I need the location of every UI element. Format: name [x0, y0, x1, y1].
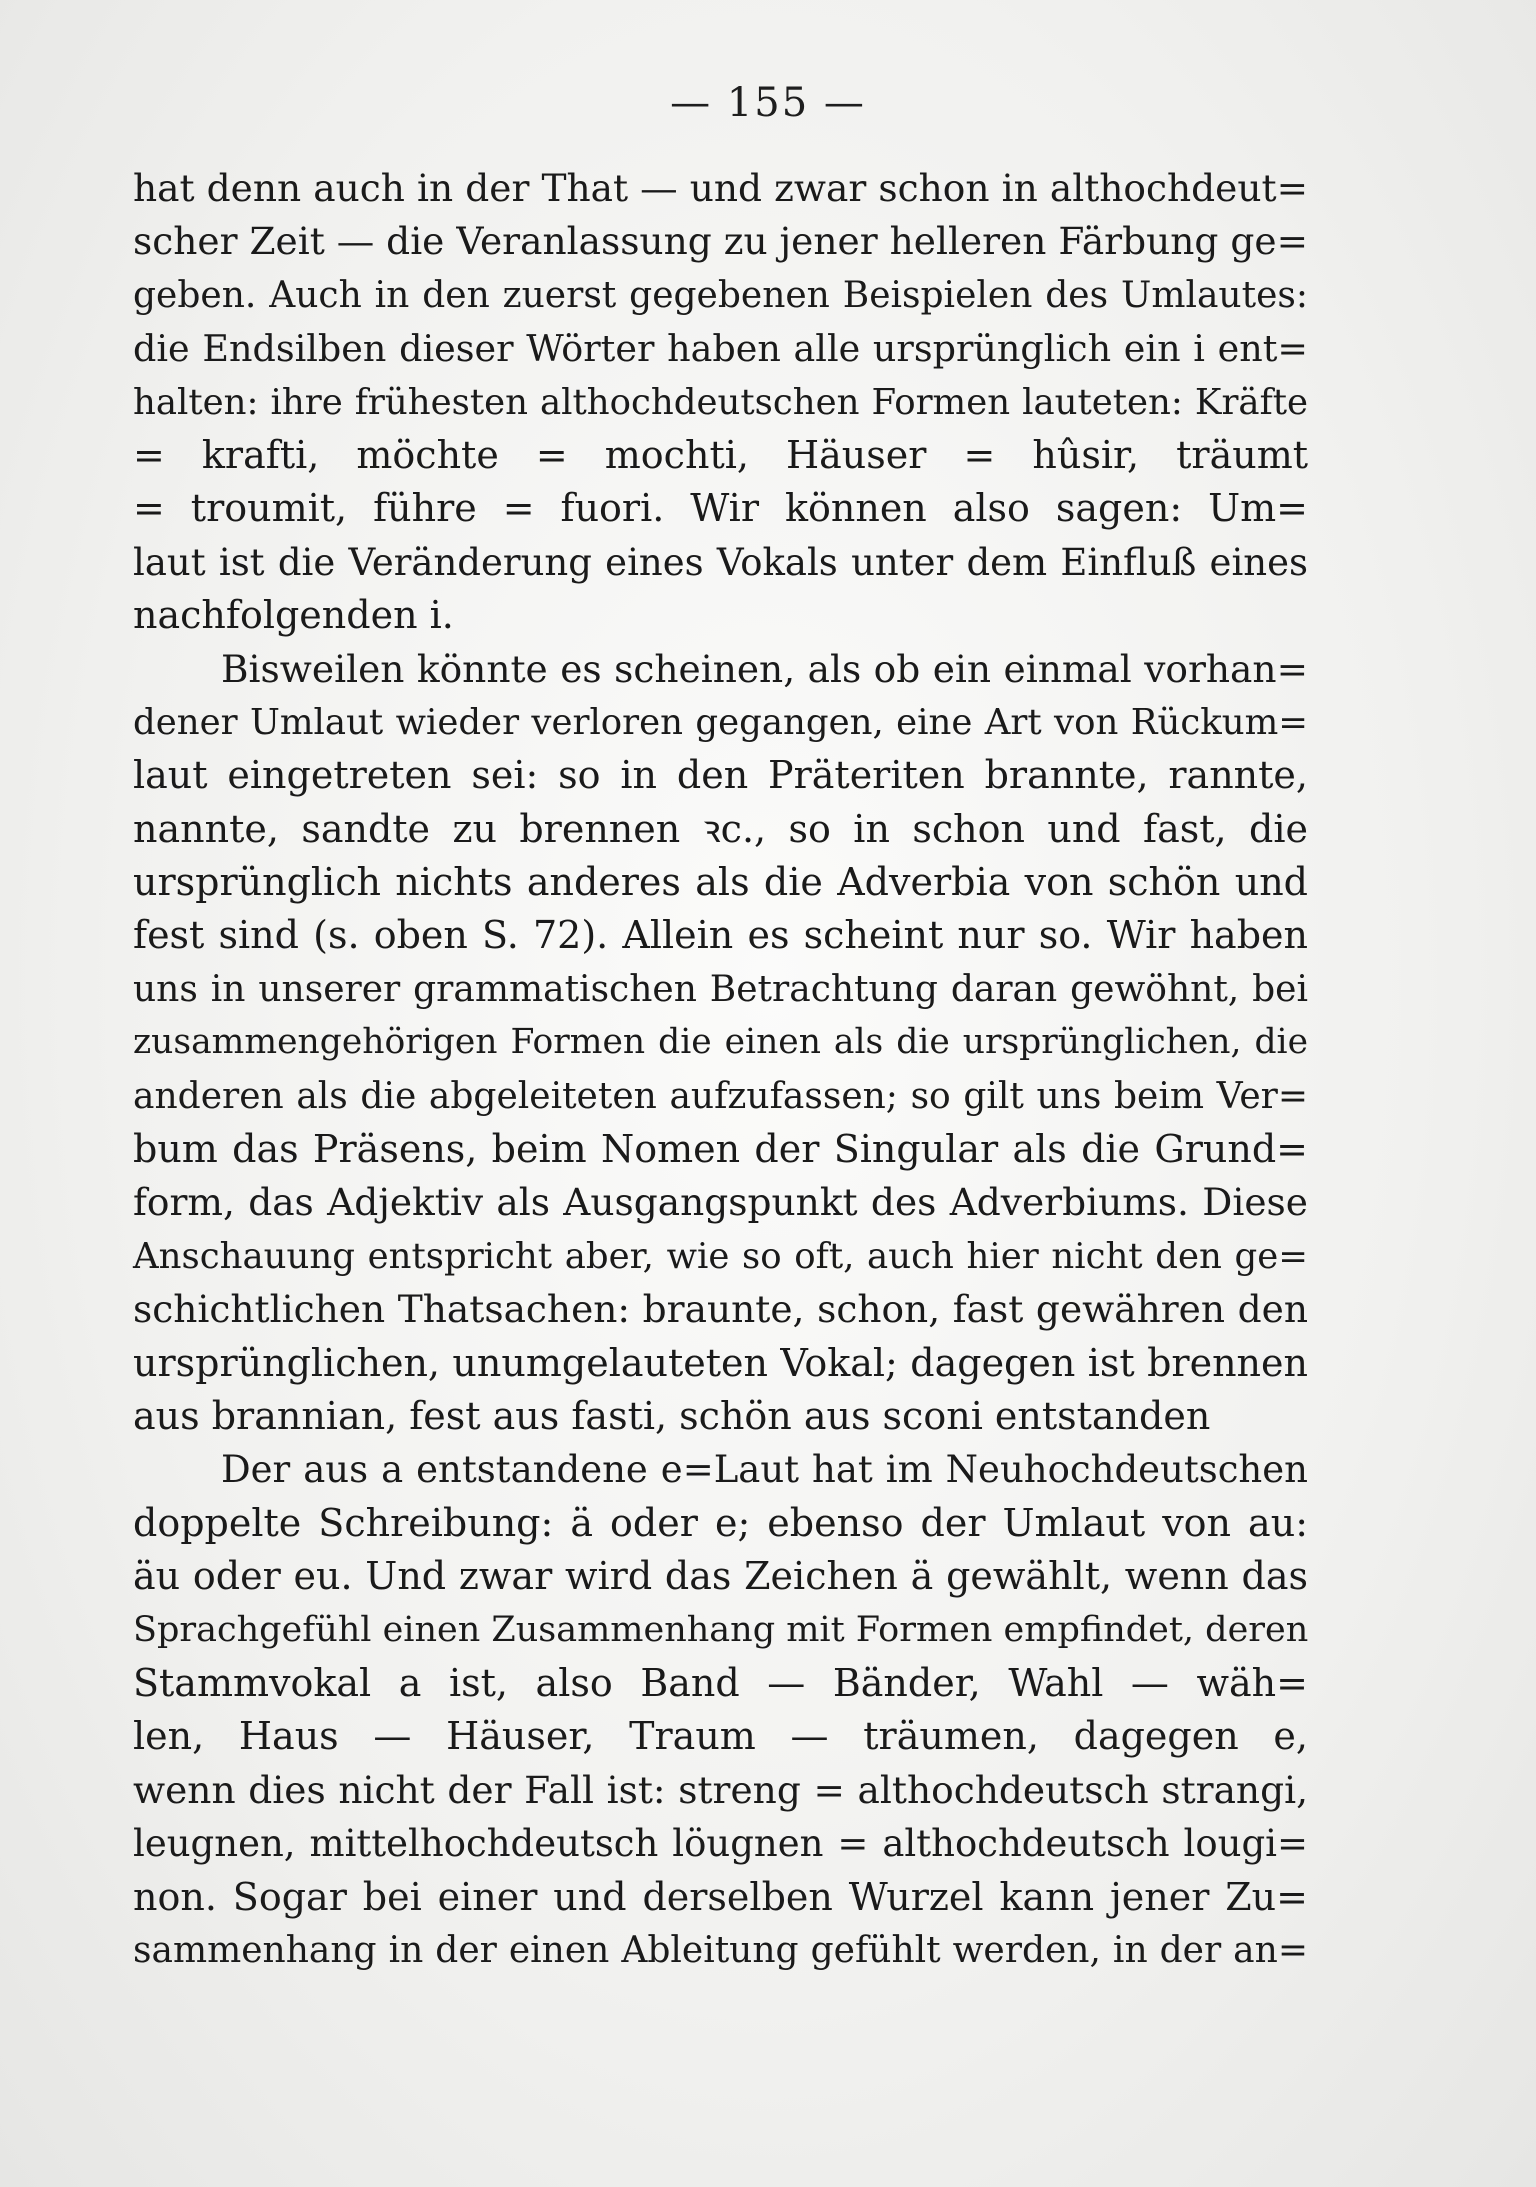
text-line: bum das Präsens, beim Nomen der Singular als die Grund= [133, 1127, 1308, 1172]
text-line: schichtlichen Thatsachen: braunte, schon, fast gewähren den [133, 1287, 1308, 1332]
text-line: = troumit, führe = fuori. Wir können also sagen: Um= [133, 486, 1308, 531]
text-line: scher Zeit — die Veranlassung zu jener helleren Färbung ge= [133, 219, 1308, 264]
text-line: dener Umlaut wieder verloren gegangen, eine Art von Rückum= [133, 701, 1308, 743]
text-line: die Endsilben dieser Wörter haben alle ursprünglich ein i ent= [133, 327, 1308, 371]
text-line: = krafti, möchte = mochti, Häuser = hûsir, träumt [133, 432, 1308, 477]
text-line: sammenhang in der einen Ableitung gefühlt werden, in der an= [133, 1929, 1308, 1971]
text-line: Stammvokal a ist, also Band — Bänder, Wahl — wäh= [133, 1660, 1308, 1705]
text-line: doppelte Schreibung: ä oder e; ebenso der Umlaut von au: [133, 1500, 1308, 1545]
text-line: nachfolgenden i. [133, 593, 454, 638]
text-line: leugnen, mittelhochdeutsch löugnen = althochdeutsch lougi= [133, 1822, 1308, 1866]
text-line: hat denn auch in der That — und zwar schon in althochdeut= [133, 166, 1308, 210]
text-line: ursprünglich nichts anderes als die Adverbia von schön und [133, 860, 1308, 905]
text-line: form, das Adjektiv als Ausgangspunkt des Adverbiums. Diese [133, 1180, 1308, 1225]
text-line: Sprachgefühl einen Zusammenhang mit Formen empfindet, deren [133, 1609, 1309, 1650]
text-line: laut eingetreten sei: so in den Präteriten brannte, rannte, [133, 753, 1308, 798]
text-line: anderen als die abgeleiteten aufzufassen; so gilt uns beim Ver= [133, 1075, 1308, 1117]
text-line: uns in unserer grammatischen Betrachtung daran gewöhnt, bei [133, 968, 1308, 1010]
text-line: len, Haus — Häuser, Traum — träumen, dagegen e, [133, 1714, 1308, 1759]
text-line: Anschauung entspricht aber, wie so oft, auch hier nicht den ge= [133, 1235, 1308, 1277]
text-line: halten: ihre frühesten althochdeutschen Formen lauteten: Kräfte [133, 381, 1308, 423]
text-line: zusammengehörigen Formen die einen als die ursprünglichen, die [133, 1022, 1308, 1063]
body-text [133, 162, 1308, 1977]
text-line: Der aus a entstandene e=Laut hat im Neuhochdeutschen [221, 1448, 1308, 1492]
text-line: geben. Auch in den zuerst gegebenen Beispielen des Umlautes: [133, 274, 1308, 316]
text-line: fest sind (s. oben S. 72). Allein es scheint nur so. Wir haben [133, 913, 1308, 958]
text-line: non. Sogar bei einer und derselben Wurzel kann jener Zu= [133, 1874, 1308, 1919]
text-line: ursprünglichen, unumgelauteten Vokal; dagegen ist brennen [133, 1340, 1308, 1385]
text-line: wenn dies nicht der Fall ist: streng = althochdeutsch strangi, [133, 1767, 1308, 1812]
text-line: äu oder eu. Und zwar wird das Zeichen ä gewählt, wenn das [133, 1554, 1308, 1599]
text-line: nannte, sandte zu brennen ꝛc., so in schon und fast, die [133, 806, 1308, 851]
text-line: aus brannian, fest aus fasti, schön aus sconi entstanden [133, 1393, 1211, 1438]
text-line: laut ist die Veränderung eines Vokals unter dem Einfluß eines [133, 540, 1308, 584]
page-number: — 155 — [670, 80, 866, 126]
text-line: Bisweilen könnte es scheinen, als ob ein einmal vorhan= [221, 646, 1308, 691]
